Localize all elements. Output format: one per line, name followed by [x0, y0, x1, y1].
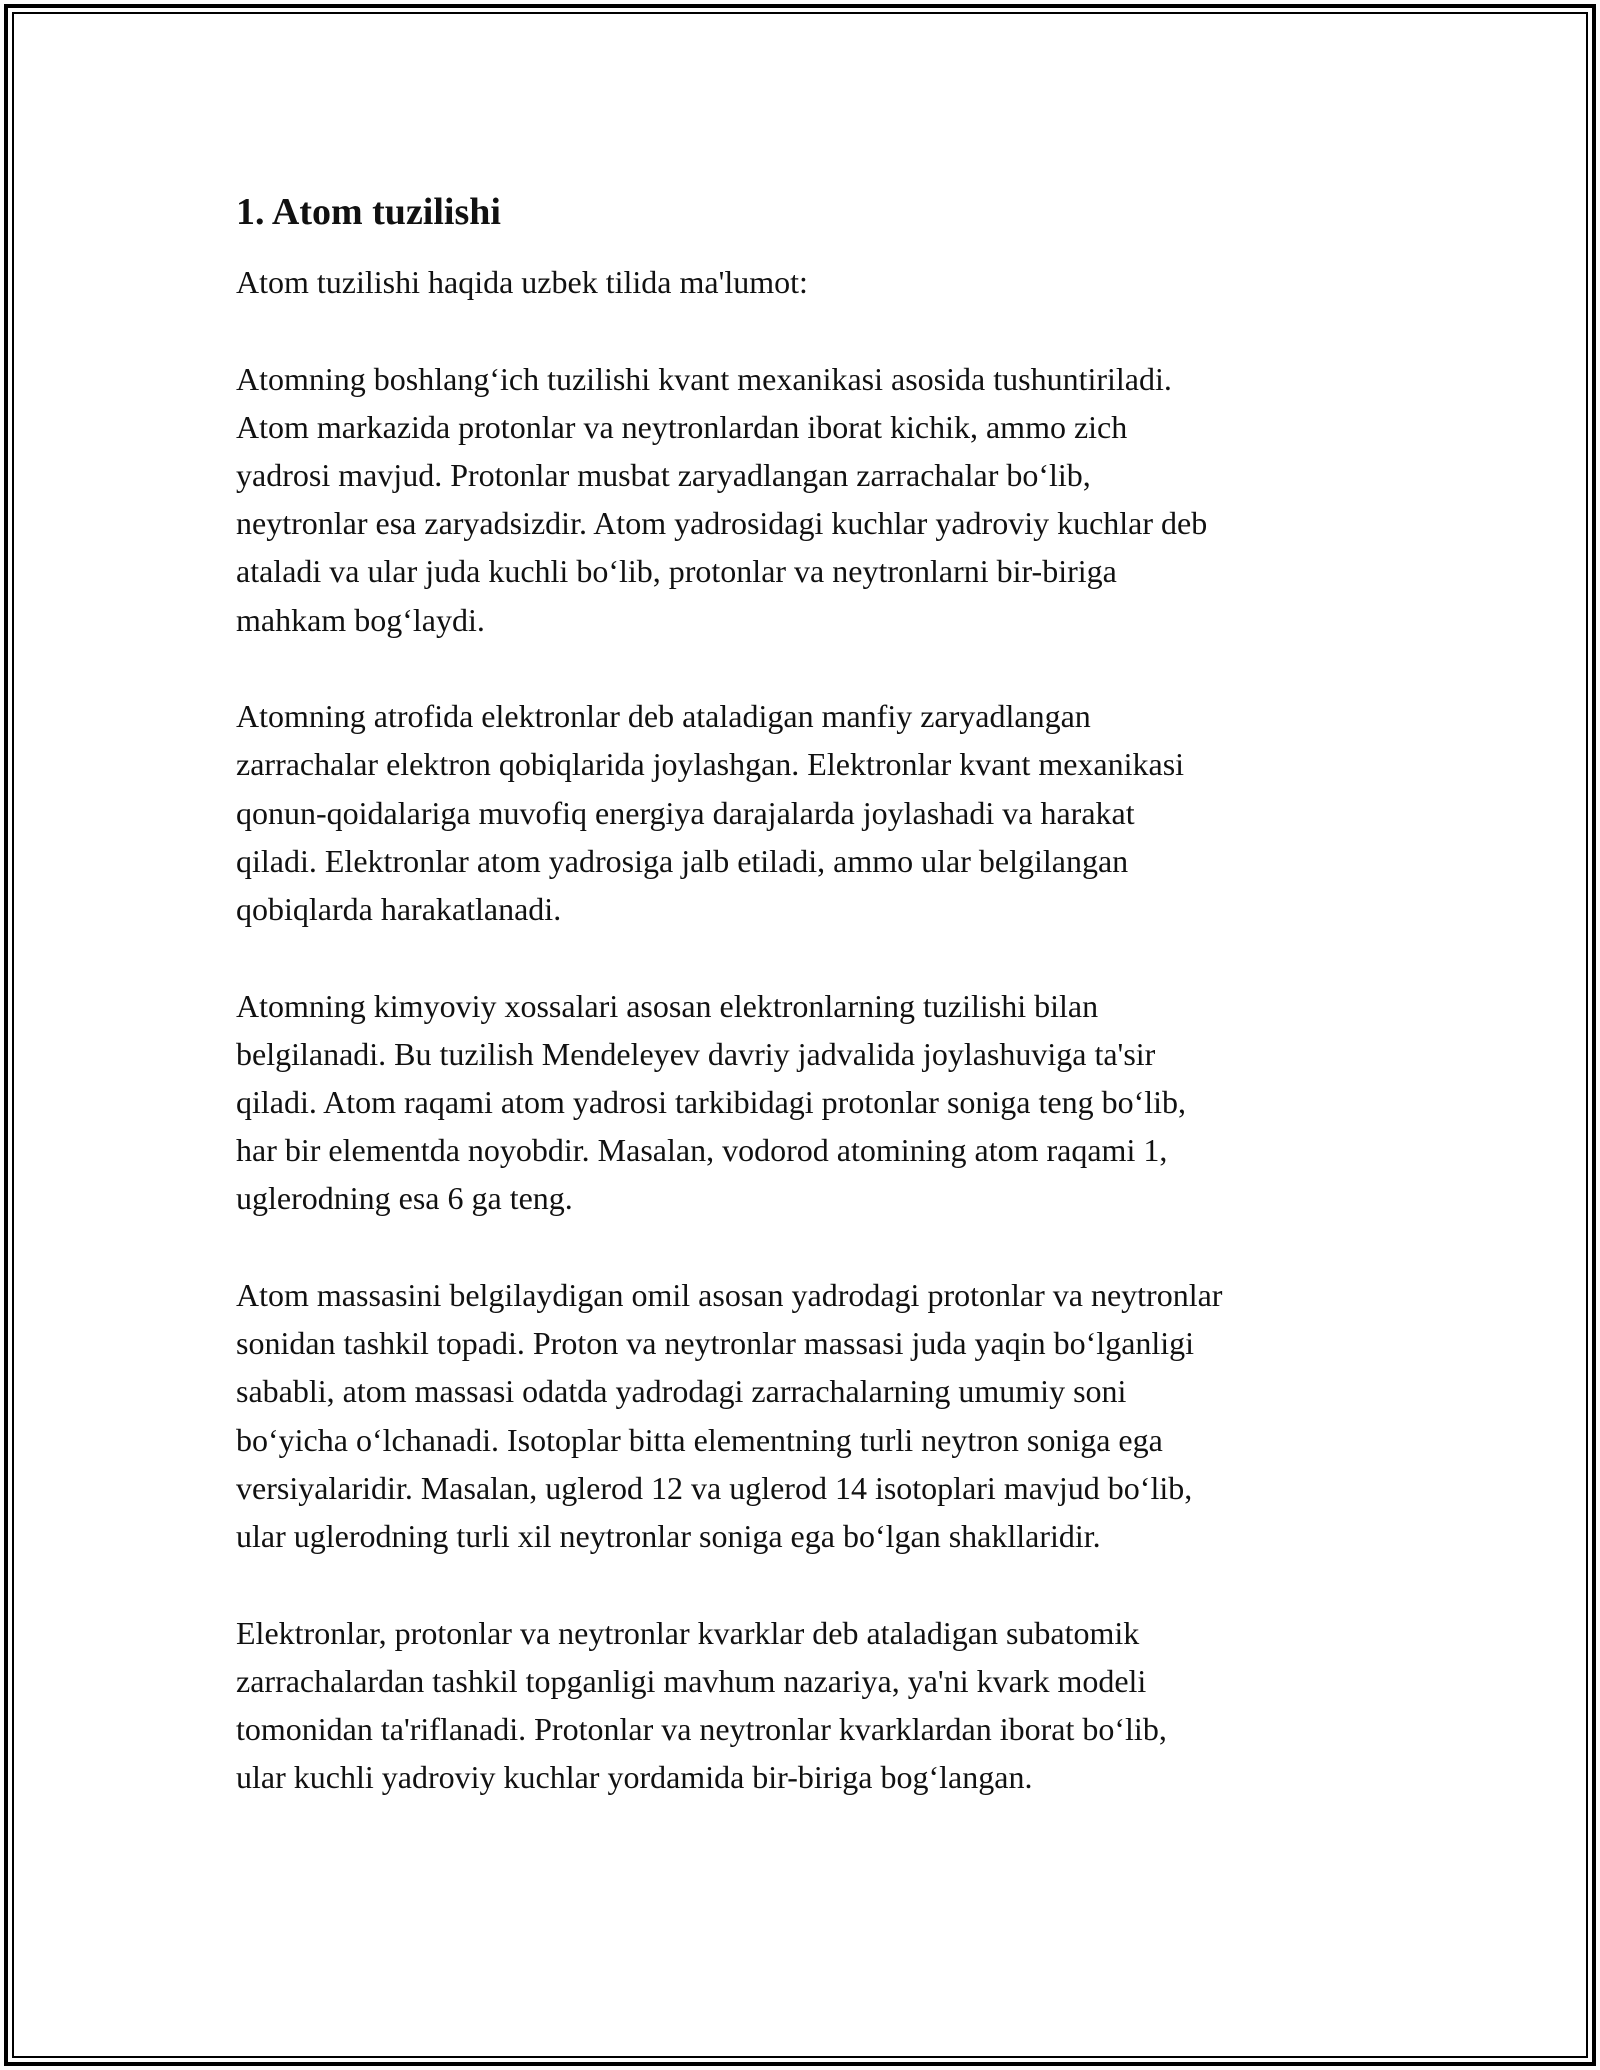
intro-paragraph: Atom tuzilishi haqida uzbek tilida ma'lumot:: [236, 264, 808, 300]
paragraph-quarks: Elektronlar, protonlar va neytronlar kvarklar deb ataladigan subatomik zarrachalardan tashkil topganligi mavhum nazariya, ya'ni kvark modeli tomonidan ta'riflanadi. Protonlar va neytronlar kvarklardan iborat bo‘lib, ular kuchli yadroviy kuchlar yordamida bir-biriga bog‘langan.: [236, 1614, 1167, 1796]
paragraph-chemical-properties: Atomning kimyoviy xossalari asosan elektronlarning tuzilishi bilan belgilanadi. Bu tuzilish Mendeleyev davriy jadvalida joylashuviga ta'sir qiladi. Atom raqami atom yadrosi tarkibidagi protonlar soniga teng bo‘lib, har bir elementda noyobdir. Masalan, vodorod atomining atom raqami 1, uglerodning esa 6 ga teng.: [236, 987, 1187, 1217]
paragraph-electrons: Atomning atrofida elektronlar deb ataladigan manfiy zaryadlangan zarrachalar elektron qobiqlarida joylashgan. Elektronlar kvant mexanikasi qonun-qoidalariga muvofiq energiya darajalarda joylashadi va harakat qiladi. Elektronlar atom yadrosiga jalb etiladi, ammo ular belgilangan qobiqlarda harakatlanadi.: [236, 698, 1185, 928]
document-title: 1. Atom tuzilishi: [236, 191, 501, 233]
paragraph-nucleus: Atomning boshlang‘ich tuzilishi kvant mexanikasi asosida tushuntiriladi. Atom markazida protonlar va neytronlardan iborat kichik, ammo zich yadrosi mavjud. Protonlar musbat zaryadlangan zarrachalar bo‘lib, neytronlar esa zaryadsizdir. Atom yadrosidagi kuchlar yadroviy kuchlar deb ataladi va ular juda kuchli bo‘lib, protonlar va neytronlarni bir-biriga mahkam bog‘laydi.: [236, 360, 1208, 638]
document-body: [236, 186, 1386, 1850]
paragraph-atomic-mass: Atom massasini belgilaydigan omil asosan yadrodagi protonlar va neytronlar sonidan tashkil topadi. Proton va neytronlar massasi juda yaqin bo‘lganligi sababli, atom massasi odatda yadrodagi zarrachalarning umumiy soni bo‘yicha o‘lchanadi. Isotoplar bitta elementning turli neytron soniga ega versiyalaridir. Masalan, uglerod 12 va uglerod 14 isotoplari mavjud bo‘lib, ular uglerodning turli xil neytronlar soniga ega bo‘lgan shakllaridir.: [236, 1277, 1223, 1555]
